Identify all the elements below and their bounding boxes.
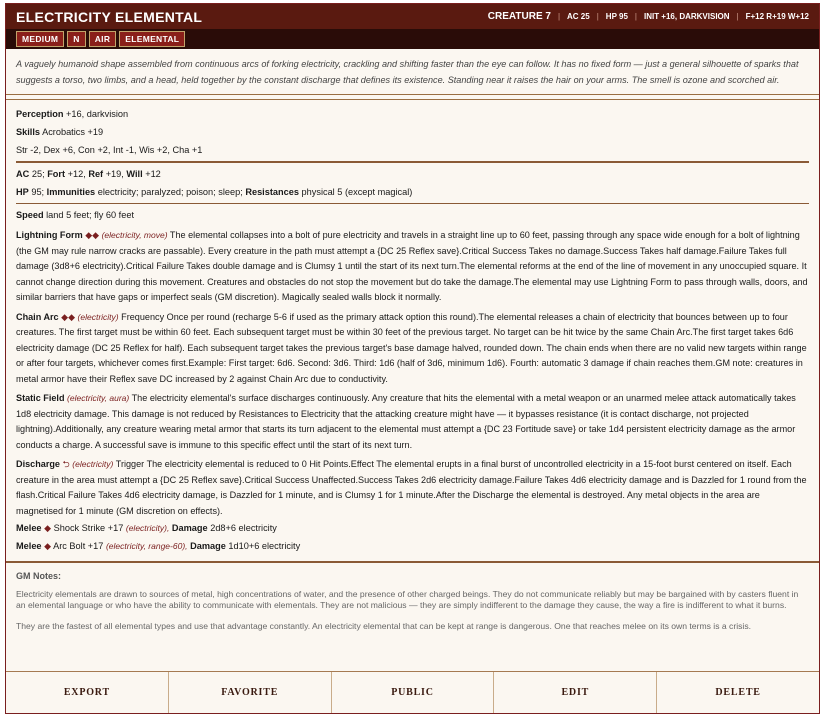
header-init: INIT +16, DARKVISION xyxy=(643,12,730,21)
separator: | xyxy=(596,12,599,21)
speed-value: land 5 feet; fly 60 feet xyxy=(46,210,134,220)
fort-label: Fort xyxy=(47,169,66,179)
skills-value: Acrobatics +19 xyxy=(42,127,104,137)
title-bar xyxy=(6,4,819,29)
header-ac: AC 25 xyxy=(567,12,590,21)
ability-text: Trigger The electricity elemental is reduced to 0 Hit Points.Effect The elemental erupts in a final burst of uncontrolled electricity in a 15-foot burst centered on itself. Each creature in the area must attempt a {DC 25 Reflex save}.Critical Success Unaffected.Success Takes 2d6 electricity damage.Failure Takes 4d6 electricity damage and is Dazzled for 1 round from the flash.Critical Failure Takes 4d6 electricity damage, is Dazzled for 1 minute, and is Clumsy 1 for 1 minute.After the Discharge the elemental is destroyed. Any metal objects in the area are magnetised for 1 minute (GM discretion on effects). xyxy=(16,459,807,516)
header-stats xyxy=(488,11,809,22)
public-button[interactable]: PUBLIC xyxy=(331,672,494,713)
gm-notes xyxy=(6,561,819,632)
ability-scores: Str -2, Dex +6, Con +2, Int -1, Wis +2, Cha +1 xyxy=(16,145,203,155)
trait-badge: N xyxy=(67,31,85,47)
fort-value: +12, xyxy=(67,169,86,179)
skills-line xyxy=(16,123,809,141)
will-label: Will xyxy=(126,169,143,179)
creature-level: CREATURE 7 xyxy=(487,11,551,22)
ability-chain-arc xyxy=(16,310,809,388)
ability-tags: (electricity, aura) xyxy=(67,393,130,403)
one-action-icon: ◆ xyxy=(44,523,52,533)
attack-tags: (electricity), xyxy=(125,523,170,533)
perception-line xyxy=(16,105,809,123)
attack-label: Melee xyxy=(16,541,42,551)
attack-damage: 2d8+6 electricity xyxy=(210,523,277,533)
delete-button[interactable]: DELETE xyxy=(656,672,819,713)
ability-name: Discharge xyxy=(16,459,60,469)
attack-label: Melee xyxy=(16,523,42,533)
damage-label: Damage xyxy=(171,523,208,533)
attack-shock-strike xyxy=(16,519,809,537)
ac-value: 25; xyxy=(31,169,45,179)
header-hp: HP 95 xyxy=(605,12,628,21)
creature-title: ELECTRICITY ELEMENTAL xyxy=(16,8,203,25)
damage-label: Damage xyxy=(190,541,226,551)
attack-damage: 1d10+6 electricity xyxy=(228,541,301,551)
resistances-label: Resistances xyxy=(245,187,299,197)
creature-description: A vaguely humanoid shape assembled from continuous arcs of forking electricity, crackling and shifting faster than the eye can follow. It has no fixed form — just a general silhouette of sparks that suggests a torso, two limbs, and a head, held together by the constant discharge that defines its existence. Standing near it raises the hair on your arms. The smell is ozone and scorched air. xyxy=(6,49,819,95)
separator: | xyxy=(557,12,561,21)
ability-name: Lightning Form xyxy=(16,230,83,240)
immunities-label: Immunities xyxy=(46,187,96,197)
export-button[interactable]: EXPORT xyxy=(63,687,110,698)
gm-notes-paragraph: Electricity elementals are drawn to sources of metal, high concentrations of water, and the presence of other charged beings. They do not communicate reliably but may be bargained with by casters fluent in an elemental language or who have the ability to communicate with elementals. They are not malicious — they are simply indifferent to the damage they cause, the way a fire is indifferent to what it burns. xyxy=(16,589,799,610)
speed-line xyxy=(16,206,809,224)
statblock-card xyxy=(5,3,820,714)
ref-value: +19, xyxy=(105,169,124,179)
two-action-icon: ◆◆ xyxy=(61,311,75,322)
action-bar xyxy=(6,671,819,713)
ability-text: The elemental collapses into a bolt of pure electricity and travels in a straight line up to 60 feet, passing through any space wide enough for a bolt of lightning (the GM may rule narrow cracks are passable). Every creature in the path must attempt a {DC 25 Reflex save}.Critical Success Takes no damage.Success Takes half damage.Failure Takes full damage (3d8+6 electricity).Critical Failure Takes double damage and is Clumsy 1 until the start of its next turn.The elemental reforms at the end of the line of movement in any unoccupied square. It cannot change direction during this movement. Creatures and obstacles do not stop the movement but do take the damage.The elemental may use Lightning Form to pass through walls, doors, and similar barriers that have gaps or imperfect seals (GM discretion). Magically sealed walls block it normally. xyxy=(16,230,808,302)
hp-line xyxy=(16,183,809,201)
header-saves: F+12 R+19 W+12 xyxy=(745,12,809,21)
speed-label: Speed xyxy=(16,210,44,220)
one-action-icon: ◆ xyxy=(44,541,52,551)
ability-discharge xyxy=(16,457,809,519)
separator: | xyxy=(736,12,739,21)
ability-text: The electricity elemental's surface discharges continuously. Any creature that hits the elemental with a metal weapon or an unarmed melee attack automatically takes 1d8 electricity damage. This damage is not reduced by Resistances to Electricity that the attacking creature might have — it bypasses resistance (it is contact discharge, not projected lightning).Additionally, any creature wearing metal armor that starts its turn adjacent to the elemental must attempt a {DC 23 Fortitude save} or take 1d4 persistent electricity damage as the armor conducts a charge. A successful save is immune to this specific effect until the start of its next turn. xyxy=(16,393,796,450)
gm-notes-label: GM Notes: xyxy=(16,571,61,581)
divider xyxy=(16,161,809,163)
attack-name: Arc Bolt +17 xyxy=(53,541,104,551)
stats-block xyxy=(6,100,819,555)
favorite-button[interactable]: FAVORITE xyxy=(168,672,331,713)
resistances-value: physical 5 (except magical) xyxy=(301,187,413,197)
ability-text: Frequency Once per round (recharge 5-6 if used as the primary attack option this round).The elemental releases a chain of electricity that bounces between up to four creatures. The first target must be within 60 feet. Each subsequent target must be within 30 feet of the previous target. No target can be hit twice by the same Chain Arc.The first target takes 6d6 electricity damage (DC 25 Reflex for half). Each subsequent target takes the previous target's base damage halved, rounded down. The chain ends when there are no valid new targets within range or after four targets, whichever comes first.Example: First target: 6d6. Second: 3d6. Third: 1d6 (half of 3d6, minimum 1d6). Fourth: automatic 3 damage if chain reaches them.GM note: creatures in metal armor have their Reflex save DC increased by 2 against Chain Arc due to conductivity. xyxy=(16,311,807,384)
ability-tags: (electricity, move) xyxy=(101,230,168,240)
trait-badge: ELEMENTAL xyxy=(119,31,185,47)
trait-bar xyxy=(6,29,819,49)
ac-label: AC xyxy=(16,169,30,179)
ability-name: Chain Arc xyxy=(16,311,59,322)
edit-button[interactable]: EDIT xyxy=(493,672,656,713)
ability-lightning-form xyxy=(16,228,809,306)
trait-badge: AIR xyxy=(89,31,117,47)
will-value: +12 xyxy=(145,169,161,179)
perception-label: Perception xyxy=(16,109,64,119)
immunities-value: electricity; paralyzed; poison; sleep; xyxy=(97,187,243,197)
perception-value: +16, darkvision xyxy=(66,109,129,119)
attack-arc-bolt xyxy=(16,537,809,555)
separator: | xyxy=(634,12,637,21)
two-action-icon: ◆◆ xyxy=(85,230,100,240)
defense-line xyxy=(16,165,809,183)
attack-name: Shock Strike +17 xyxy=(53,523,124,533)
ability-name: Static Field xyxy=(16,393,65,403)
reaction-icon: ⮌ xyxy=(62,459,70,469)
ref-label: Ref xyxy=(88,169,104,179)
ability-tags: (electricity) xyxy=(77,311,119,322)
ability-tags: (electricity) xyxy=(72,459,114,469)
skills-label: Skills xyxy=(16,127,41,137)
attack-tags: (electricity, range-60), xyxy=(105,541,188,551)
hp-label: HP xyxy=(16,187,29,197)
hp-value: 95; xyxy=(31,187,45,197)
ability-static-field xyxy=(16,391,809,453)
gm-notes-paragraph: They are the fastest of all elemental types and use that advantage constantly. An electricity elemental that can be kept at range is dangerous. One that reaches melee on its own terms is a crisis. xyxy=(16,621,752,631)
divider xyxy=(16,203,809,204)
trait-badge: MEDIUM xyxy=(16,31,64,47)
